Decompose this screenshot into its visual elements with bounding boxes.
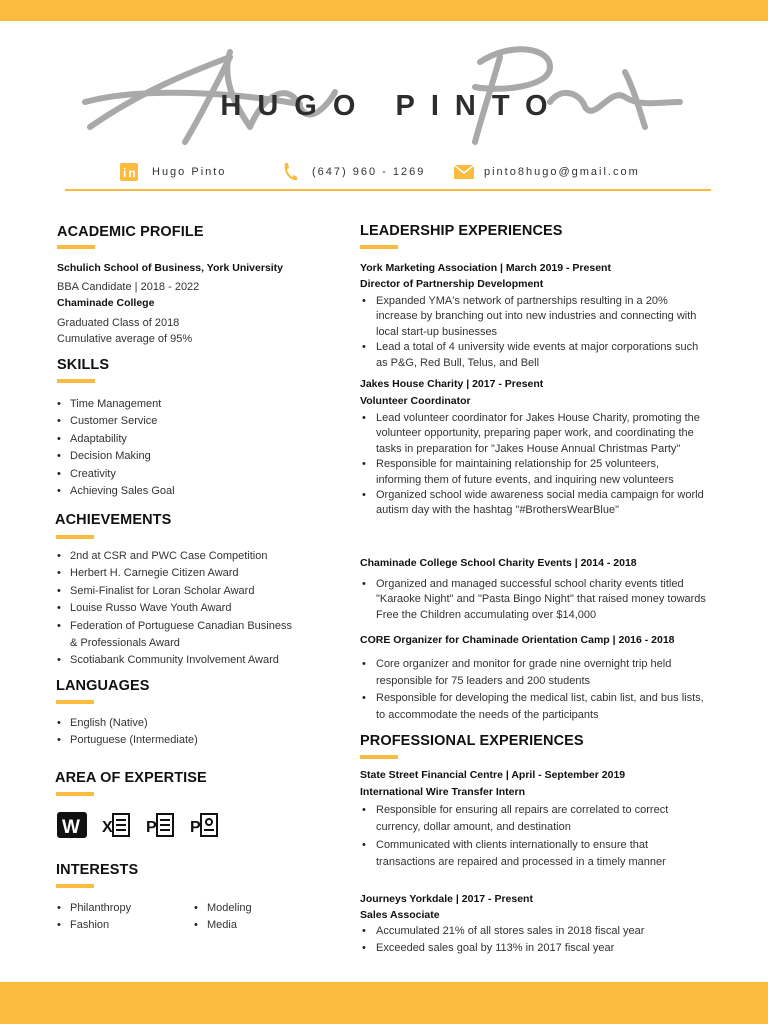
contact-phone[interactable] (282, 160, 425, 184)
average-line: Cumulative average of 95% (57, 333, 193, 345)
expertise-apps (57, 810, 233, 840)
achievements-list (56, 548, 292, 670)
list-item: • Exceeded sales goal by 113% in 2017 fiscal year (361, 940, 706, 957)
leadership-heading: LEADERSHIP EXPERIENCES (360, 223, 563, 239)
phone-icon (282, 162, 298, 182)
powerpoint-icon (145, 810, 175, 840)
top-accent-bar (0, 0, 768, 21)
interests-list-1 (56, 900, 131, 935)
expertise-heading: AREA OF EXPERTISE (55, 770, 207, 786)
email-text: pinto8hugo@gmail.com (484, 166, 640, 178)
section-accent (56, 792, 94, 796)
list-item: • Portuguese (Intermediate) (56, 732, 198, 749)
list-item: • Lead a total of 4 university wide events at major corporations such as P&G, Red Bull, Telus, and Bell (361, 340, 706, 371)
svg-text:P: P (190, 819, 201, 836)
section-accent (57, 379, 95, 383)
job-org: York Marketing Association | March 2019 - Present (360, 262, 611, 274)
list-item: • Expanded YMA's network of partnerships resulting in a 20% increase by branching out into new industries and connecting with local start-up businesses (361, 294, 706, 340)
list-item: • Herbert H. Carnegie Citizen Award (56, 565, 292, 582)
job-org: Chaminade College School Charity Events | 2014 - 2018 (360, 557, 637, 569)
professional-heading: PROFESSIONAL EXPERIENCES (360, 733, 584, 749)
list-item: • Core organizer and monitor for grade nine overnight trip held responsible for 75 leaders and 200 students (361, 656, 706, 690)
list-item: • Scotiabank Community Involvement Award (56, 652, 292, 669)
section-accent (56, 884, 94, 888)
school-name: Schulich School of Business, York University (57, 262, 284, 274)
college-name: Chaminade College (57, 297, 155, 309)
list-item: • Louise Russo Wave Youth Award (56, 600, 292, 617)
candidate-name: HUGO PINTO (220, 90, 564, 122)
job-org: Journeys Yorkdale | 2017 - Present (360, 893, 533, 905)
achievements-heading: ACHIEVEMENTS (55, 512, 172, 528)
section-accent (57, 245, 95, 249)
word-icon (57, 810, 87, 840)
degree-line: BBA Candidate | 2018 - 2022 (57, 281, 200, 293)
section-accent (360, 245, 398, 249)
project-icon (189, 810, 219, 840)
list-item: • Creativity (56, 466, 175, 483)
list-item: • Organized and managed successful school charity events titled "Karaoke Night" and "Pasta Bingo Night" that raised money towards Free the Children accumulating over $14,000 (361, 577, 706, 623)
list-item: • Modeling (193, 900, 252, 917)
list-item (56, 635, 292, 652)
job-org: Jakes House Charity | 2017 - Present (360, 378, 544, 390)
list-item: • Achieving Sales Goal (56, 483, 175, 500)
job-role: Director of Partnership Development (360, 278, 544, 290)
skills-list (56, 396, 175, 500)
email-icon (454, 165, 474, 179)
contact-linkedin[interactable] (120, 160, 226, 184)
list-item: • Adaptability (56, 431, 175, 448)
job-bullets (361, 802, 681, 872)
section-accent (56, 535, 94, 539)
list-item: • Fashion (56, 917, 131, 934)
bottom-accent-bar (0, 982, 768, 1024)
contact-email[interactable] (454, 160, 640, 184)
job-org: CORE Organizer for Chaminade Orientation Camp | 2016 - 2018 (360, 634, 675, 646)
academic-profile-heading: ACADEMIC PROFILE (57, 224, 204, 240)
languages-heading: LANGUAGES (56, 678, 150, 694)
contact-divider (65, 189, 711, 191)
svg-text:P: P (146, 819, 157, 836)
list-item: • Responsible for developing the medical list, cabin list, and bus lists, to accommodate the needs of the participants (361, 690, 706, 724)
list-item-continuation: & Professionals Award (70, 637, 180, 650)
list-item: • Responsible for maintaining relationship for 25 volunteers, informing them of future events, and inquiring new volunteers (361, 457, 706, 488)
job-role: International Wire Transfer Intern (360, 786, 526, 798)
section-accent (56, 700, 94, 704)
job-bullets (361, 923, 706, 958)
list-item: • Customer Service (56, 413, 175, 430)
job-role: Sales Associate (360, 909, 440, 921)
phone-text: (647) 960 - 1269 (312, 166, 426, 178)
list-item: • Organized school wide awareness social media campaign for world autism day with the hashtag "#BrothersWearBlue" (361, 488, 706, 519)
linkedin-icon (120, 163, 138, 181)
list-item: • Lead volunteer coordinator for Jakes House Charity, promoting the volunteer opportunity, preparing paper work, and coordinating the tasks in preparation for "Jakes House Annual Christmas Party" (361, 411, 706, 457)
svg-text:in: in (123, 166, 138, 180)
interests-list-2 (193, 900, 252, 935)
list-item: • Time Management (56, 396, 175, 413)
list-item: • 2nd at CSR and PWC Case Competition (56, 548, 292, 565)
job-org: State Street Financial Centre | April - September 2019 (360, 769, 626, 781)
job-bullets (361, 577, 706, 623)
languages-list (56, 715, 198, 750)
job-role: Volunteer Coordinator (360, 395, 471, 407)
list-item: • English (Native) (56, 715, 198, 732)
list-item: • Accumulated 21% of all stores sales in 2018 fiscal year (361, 923, 706, 940)
list-item: • Media (193, 917, 252, 934)
list-item: • Responsible for ensuring all repairs are correlated to correct currency, dollar amount, and destination (361, 802, 681, 837)
svg-text:W: W (62, 817, 80, 838)
job-bullets (361, 294, 706, 371)
list-item: • Philanthropy (56, 900, 131, 917)
job-bullets (361, 656, 706, 724)
job-bullets (361, 411, 706, 519)
grad-line: Graduated Class of 2018 (57, 317, 180, 329)
excel-icon (101, 810, 131, 840)
interests-heading: INTERESTS (56, 862, 139, 878)
skills-heading: SKILLS (57, 357, 110, 373)
section-accent (360, 755, 398, 759)
list-item: • Semi-Finalist for Loran Scholar Award (56, 583, 292, 600)
list-item: • Decision Making (56, 448, 175, 465)
list-item: • Federation of Portuguese Canadian Business (56, 618, 292, 635)
linkedin-text: Hugo Pinto (152, 166, 227, 178)
list-item: • Communicated with clients internationally to ensure that transactions are repaired and processed in a timely manner (361, 837, 681, 872)
svg-text:X: X (102, 819, 113, 836)
